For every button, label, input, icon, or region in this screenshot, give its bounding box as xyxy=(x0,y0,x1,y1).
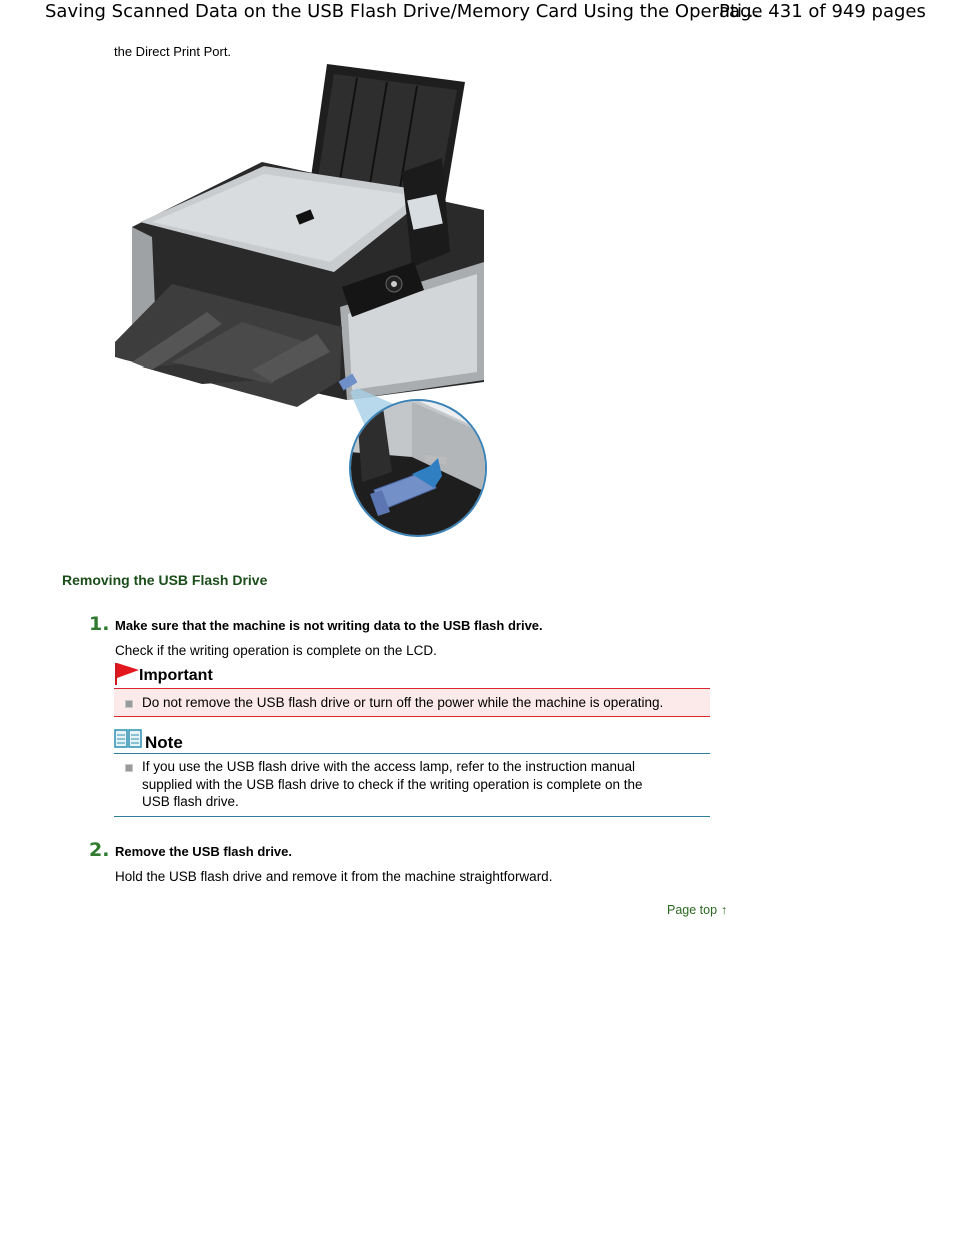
red-flag-icon xyxy=(114,662,140,686)
section-heading: Removing the USB Flash Drive xyxy=(62,572,268,588)
page-top-link[interactable] xyxy=(667,903,727,917)
page-counter: Page 431 of 949 pages xyxy=(719,1,926,22)
note-line: If you use the USB flash drive with the access lamp, refer to the instruction manual xyxy=(142,759,635,774)
bullet-icon xyxy=(125,764,133,772)
note-label: Note xyxy=(145,733,183,752)
intro-text: the Direct Print Port. xyxy=(114,44,232,59)
important-item: Do not remove the USB flash drive or turn off the power while the machine is operating. xyxy=(142,695,664,710)
step-number: 1. xyxy=(89,613,110,635)
step-body: Hold the USB flash drive and remove it from the machine straightforward. xyxy=(115,869,553,884)
page-top-label: Page top xyxy=(667,903,718,917)
up-arrow-icon: ↑ xyxy=(721,903,728,917)
note-box xyxy=(114,753,710,817)
note-header xyxy=(114,728,314,754)
step-number: 2. xyxy=(89,839,110,861)
important-label: Important xyxy=(139,667,213,684)
step-body: Check if the writing operation is complete on the LCD. xyxy=(115,643,437,658)
step-title: Remove the USB flash drive. xyxy=(115,844,292,859)
important-box xyxy=(114,688,710,717)
bullet-icon xyxy=(125,700,133,708)
step-title: Make sure that the machine is not writing data to the USB flash drive. xyxy=(115,618,543,633)
document-title: Saving Scanned Data on the USB Flash Drive/Memory Card Using the Operati... xyxy=(45,1,760,22)
page-header xyxy=(0,0,954,28)
important-header xyxy=(114,662,314,686)
note-line: USB flash drive. xyxy=(142,794,239,809)
printer-usb-illustration xyxy=(112,62,492,540)
open-book-icon xyxy=(114,728,142,750)
note-line: supplied with the USB flash drive to check if the writing operation is complete on the xyxy=(142,776,643,792)
